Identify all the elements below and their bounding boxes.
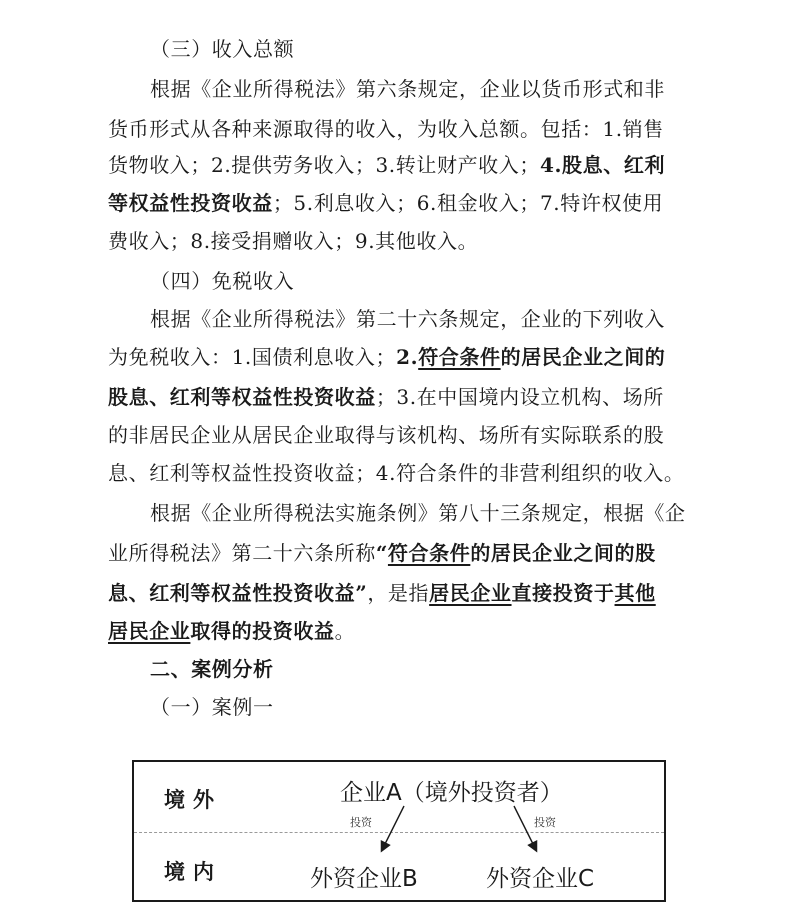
investment-structure-diagram <box>132 760 666 902</box>
underlined-bold-run: 符合条件 <box>418 345 501 369</box>
text-run: 业所得税法》第二十六条所称 <box>108 541 376 565</box>
section4-p2-line1: 根据《企业所得税法实施条例》第八十三条规定，根据《企 <box>150 501 686 525</box>
investment-arrows <box>134 762 664 900</box>
section4-p2-line3 <box>108 580 688 606</box>
invest-label-left: 投资 <box>350 816 372 829</box>
case-analysis-heading: 二、案例分析 <box>150 657 274 681</box>
section3-p1-line2: 货币形式从各种来源取得的收入，为收入总额。包括：1.销售 <box>108 117 664 141</box>
bold-run: 2. <box>396 345 419 369</box>
text-run: ；3.在中国境内设立机构、场所 <box>375 385 664 409</box>
section3-p1-line3 <box>108 152 688 178</box>
arrow-to-b <box>382 806 404 850</box>
bold-run: 的居民企业之间的 <box>500 345 666 369</box>
underlined-bold-run: 其他 <box>614 581 656 605</box>
bold-run: 息、红利等权益性投资收益” <box>108 581 368 605</box>
section3-heading: （三）收入总额 <box>150 37 295 61</box>
bold-run: 股息、红利等权益性投资收益 <box>108 385 376 409</box>
section4-p1-line2 <box>108 344 688 370</box>
text-run: 。 <box>334 619 356 643</box>
underlined-bold-run: 符合条件 <box>387 541 471 565</box>
section4-p1-line4: 的非居民企业从居民企业取得与该机构、场所有实际联系的股 <box>108 423 665 447</box>
section3-p1-line4 <box>108 190 688 216</box>
text-run: ；5.利息收入；6.租金收入；7.特许权使用 <box>272 191 664 215</box>
section4-p1-line5: 息、红利等权益性投资收益；4.符合条件的非营利组织的收入。 <box>108 461 685 485</box>
case-one-subheading: （一）案例一 <box>150 695 274 719</box>
section4-p2-line2 <box>108 540 688 566</box>
enterprise-a-node: 企业A（境外投资者） <box>340 780 563 806</box>
bold-run: 取得的投资收益 <box>190 619 335 643</box>
outside-region-label: 境外 <box>164 788 222 812</box>
text-run: 为免税收入：1.国债利息收入； <box>108 345 397 369</box>
underlined-bold-run: 居民企业 <box>429 581 512 605</box>
section3-p1-line5: 费收入；8.接受捐赠收入；9.其他收入。 <box>108 229 479 253</box>
underlined-bold-run: 居民企业 <box>108 619 191 643</box>
bold-run: 4.股息、红利 <box>539 153 666 177</box>
bold-run: “ <box>375 541 388 565</box>
arrow-to-c <box>514 806 536 850</box>
section4-p1-line1: 根据《企业所得税法》第二十六条规定，企业的下列收入 <box>150 307 665 331</box>
enterprise-c-node: 外资企业C <box>486 866 595 892</box>
section4-p2-line4 <box>108 618 688 644</box>
invest-label-right: 投资 <box>534 816 556 829</box>
text-run: ，是指 <box>367 581 430 605</box>
bold-run: 的居民企业之间的股 <box>470 541 656 565</box>
enterprise-b-node: 外资企业B <box>310 866 418 892</box>
text-run: 货物收入；2.提供劳务收入；3.转让财产收入； <box>108 153 540 177</box>
section3-p1-line1: 根据《企业所得税法》第六条规定，企业以货币形式和非 <box>150 77 665 101</box>
bold-run: 等权益性投资收益 <box>108 191 273 215</box>
inside-region-label: 境内 <box>164 860 222 884</box>
section4-heading: （四）免税收入 <box>150 269 295 293</box>
bold-run: 直接投资于 <box>511 581 615 605</box>
section4-p1-line3 <box>108 384 688 410</box>
